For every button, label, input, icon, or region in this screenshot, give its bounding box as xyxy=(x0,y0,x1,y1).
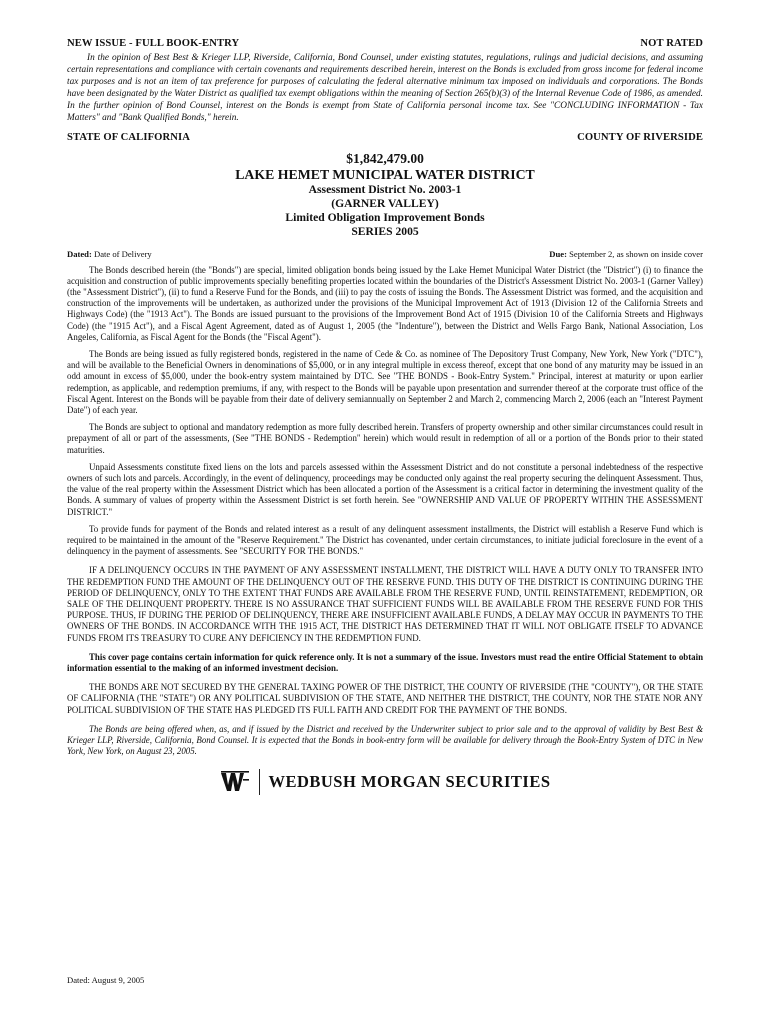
paragraph-bonds-description: The Bonds described herein (the "Bonds") are special, limited obligation bonds being issued by the Lake Hemet Municipal Water District (the "District") (i) to finance the acquisition and construction of public improvements specially benefiting properties located within the boundaries of the District's Assessment District No. 2003-1 (Garner Valley) (the "Assessment District"), (ii) to fund a Reserve Fund for the Bonds, and (iii) to pay the costs of issuing the Bonds. The Assessment District was formed, and the acquisition and construction of the improvements will be undertaken, as authorized under the provisions of the Municipal Improvement Act of 1913 (Division 12 of the California Streets and Highways Code) (the "1913 Act"). The Bonds are issued pursuant to the provisions of the Improvement Bond Act of 1915 (Division 10 of the California Streets and Highways Code) (the "1915 Act"), and a Fiscal Agent Agreement, dated as of August 1, 2005 (the "Indenture"), between the District and Wells Fargo Bank, National Association, Los Angeles, California, as Fiscal Agent for the Bonds (the "Fiscal Agent"). xyxy=(67,264,703,342)
issuer-name: LAKE HEMET MUNICIPAL WATER DISTRICT xyxy=(235,166,535,182)
dated-value: Date of Delivery xyxy=(93,248,152,259)
document-page xyxy=(67,38,703,797)
state-label: STATE OF CALIFORNIA xyxy=(67,131,190,143)
bond-amount: $1,842,479.00 xyxy=(346,150,424,166)
county-label: COUNTY OF RIVERSIDE xyxy=(577,131,703,143)
dated-info xyxy=(67,249,152,259)
due-label: Due: xyxy=(549,248,567,259)
security-notice: THE BONDS ARE NOT SECURED BY THE GENERAL TAXING POWER OF THE DISTRICT, THE COUNTY OF RIVERSIDE (THE "COUNTY"), OR THE STATE OF CALIFORNIA (THE "STATE") OR ANY POLITICAL SUBDIVISION OF THE STATE, AND NEITHER THE DISTRICT, THE COUNTY, NOR THE STATE NOR ANY POLITICAL SUBDIVISION OF THE STATE HAS PLEDGED ITS FULL FAITH AND CREDIT FOR THE PAYMENT OF THE BONDS. xyxy=(67,682,703,715)
dates-row xyxy=(67,249,703,259)
paragraph-unpaid-assessments: Unpaid Assessments constitute fixed liens on the lots and parcels assessed within the Assessment District and do not constitute a personal indebtedness of the respective owners of such lots and parcels. Accordingly, in the event of delinquency, proceedings may be conducted only against the real property securing the delinquent Assessment. Thus, the value of the real property within the Assessment District which has been allocated a portion of the Assessment is a critical factor in determining the investment quality of the Bonds. A summary of values of property within the Assessment District is set forth herein. See "OWNERSHIP AND VALUE OF PROPERTY WITHIN THE ASSESSMENT DISTRICT." xyxy=(67,461,703,517)
delinquency-notice: IF A DELINQUENCY OCCURS IN THE PAYMENT OF ANY ASSESSMENT INSTALLMENT, THE DISTRICT WILL HAVE A DUTY ONLY TO TRANSFER INTO THE REDEMPTION FUND THE AMOUNT OF THE DELINQUENCY OUT OF THE RESERVE FUND. THIS DUTY OF THE DISTRICT IS CONTINUING DURING THE PERIOD OF DELINQUENCY, ONLY TO THE EXTENT THAT FUNDS ARE AVAILABLE FROM THE RESERVE FUND, UNTIL REINSTATEMENT, REDEMPTION, OR SALE OF THE DELINQUENT PROPERTY. THERE IS NO ASSURANCE THAT SUFFICIENT FUNDS WILL BE AVAILABLE FROM THE RESERVE FUND FOR THIS PURPOSE. THUS, IF DURING THE PERIOD OF DELINQUENCY, THERE ARE INSUFFICIENT AVAILABLE FUNDS, A DELAY MAY OCCUR IN PAYMENTS TO THE OWNERS OF THE BONDS. IN ACCORDANCE WITH THE 1915 ACT, THE DISTRICT HAS DETERMINED THAT IT WILL NOT OBLIGATE ITSELF TO ADVANCE FUNDS FROM ITS TREASURY TO CURE ANY DEFICIENCY IN THE REDEMPTION FUND. xyxy=(67,565,703,643)
jurisdiction-row xyxy=(67,132,703,143)
wedbush-logo-icon xyxy=(219,770,251,794)
offering-notice: The Bonds are being offered when, as, and if issued by the District and received by the Underwriter subject to prior sale and to the approval of validity by Best Best & Krieger LLP, Riverside, California, Bond Counsel. It is expected that the Bonds in book-entry form will be available for delivery through the Book-Entry System of DTC in New York, New York, on August 23, 2005. xyxy=(67,723,703,757)
underwriter-logo xyxy=(67,767,703,797)
header-row xyxy=(67,38,703,49)
rating-status: NOT RATED xyxy=(640,38,703,49)
series-label: SERIES 2005 xyxy=(351,224,419,238)
logo-divider xyxy=(259,769,260,795)
underwriter-name: WEDBUSH MORGAN SECURITIES xyxy=(268,772,551,792)
due-info xyxy=(549,249,703,259)
footer-dated: Dated: August 9, 2005 xyxy=(67,975,145,985)
bond-type: Limited Obligation Improvement Bonds xyxy=(285,210,485,224)
dated-label: Dated: xyxy=(67,248,92,259)
summary-notice: This cover page contains certain information for quick reference only. It is not a summary of the issue. Investors must read the entire Official Statement to obtain information essential to the making of an informed investment decision. xyxy=(67,651,703,674)
paragraph-redemption: The Bonds are subject to optional and mandatory redemption as more fully described herein. Transfers of property ownership and other similar circumstances could result in prepayment of all or part of the assessments, (See "THE BONDS - Redemption" herein) which would result in redemption of all or a portion of the Bonds prior to their stated maturities. xyxy=(67,422,703,455)
assessment-district: Assessment District No. 2003-1 xyxy=(308,182,462,196)
due-value: September 2, as shown on inside cover xyxy=(569,248,703,259)
paragraph-reserve-fund: To provide funds for payment of the Bonds and related interest as a result of any delinquent assessment installments, the District will establish a Reserve Fund which is required to be maintained in the amount of the "Reserve Requirement." The District has covenanted, under certain circumstances, to initiate judicial foreclosure in the event of a delinquency in the payment of assessments. See "SECURITY FOR THE BONDS." xyxy=(67,523,703,557)
issue-type: NEW ISSUE - FULL BOOK-ENTRY xyxy=(67,38,240,49)
bond-counsel-opinion: In the opinion of Best Best & Krieger LLP, Riverside, California, Bond Counsel, under existing statutes, regulations, rulings and judicial decisions, and assuming certain representations and compliance with certain covenants and requirements described herein, interest on the Bonds is excluded from gross income for federal income tax purposes and is not an item of tax preference for purposes of calculating the federal alternative minimum tax imposed on individuals and corporations. The Bonds have been designated by the Water District as qualified tax exempt obligations within the meaning of Section 265(b)(3) of the Internal Revenue Code of 1986, as amended. In the further opinion of Bond Counsel, interest on the Bonds is exempt from State of California personal income tax. See "CONCLUDING INFORMATION - Tax Matters" and "Bank Qualified Bonds," herein. xyxy=(67,53,703,124)
paragraph-registration: The Bonds are being issued as fully registered bonds, registered in the name of Cede & Co. as nominee of The Depository Trust Company, New York, New York ("DTC"), and will be available to the Beneficial Owners in denominations of $5,000, or in any integral multiple in excess thereof, except that one bond of any maturity may be issued in an odd amount in excess of $5,000, under the book-entry system maintained by DTC. See "THE BONDS - Book-Entry System." Principal, interest at maturity or upon earlier redemption, as applicable, and redemption premiums, if any, with respect to the Bonds will be payable upon presentation and surrender thereof at the corporate trust office of the Fiscal Agent. Interest on the Bonds will be payable from their date of delivery semiannually on September 2 and March 2, commencing March 2, 2006 (each an "Interest Payment Date") of each year. xyxy=(67,348,703,415)
valley-name: (GARNER VALLEY) xyxy=(331,196,439,210)
